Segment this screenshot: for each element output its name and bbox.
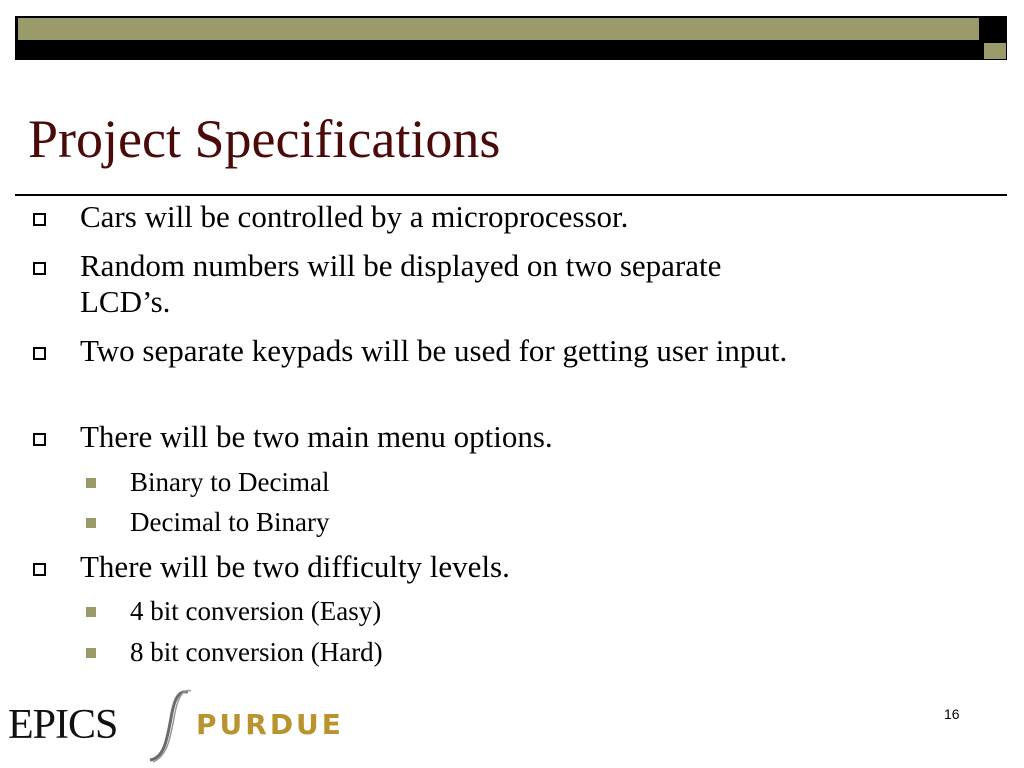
integral-swoosh-icon (138, 688, 198, 764)
filled-square-bullet-icon (86, 478, 96, 488)
slide-title: Project Specifications (28, 109, 501, 169)
filled-square-bullet-icon (86, 648, 96, 658)
header-accent-bar (18, 18, 979, 40)
hollow-square-bullet-icon (33, 563, 46, 576)
header-corner-square (984, 43, 1006, 59)
hollow-square-bullet-icon (33, 347, 46, 360)
hollow-square-bullet-icon (33, 433, 46, 446)
hollow-square-bullet-icon (33, 262, 46, 275)
purdue-logo: PURDUE (196, 708, 344, 741)
bullet-item: Random numbers will be displayed on two separate LCD’s. (80, 248, 722, 319)
filled-square-bullet-icon (86, 607, 96, 617)
bullet-item: There will be two main menu options. (80, 419, 553, 454)
sub-bullet-item: Decimal to Binary (130, 507, 330, 537)
bullet-item: Cars will be controlled by a microprocessor. (80, 199, 629, 234)
sub-bullet-item: Binary to Decimal (130, 467, 330, 497)
hollow-square-bullet-icon (33, 213, 46, 226)
page-number: 16 (944, 706, 960, 722)
title-divider (15, 194, 1007, 196)
bullet-item: Two separate keypads will be used for getting user input. (80, 333, 788, 368)
epics-logo: EPICS (8, 702, 118, 748)
sub-bullet-item: 8 bit conversion (Hard) (130, 637, 383, 667)
bullet-item: There will be two difficulty levels. (80, 549, 510, 584)
filled-square-bullet-icon (86, 518, 96, 528)
sub-bullet-item: 4 bit conversion (Easy) (130, 596, 382, 626)
